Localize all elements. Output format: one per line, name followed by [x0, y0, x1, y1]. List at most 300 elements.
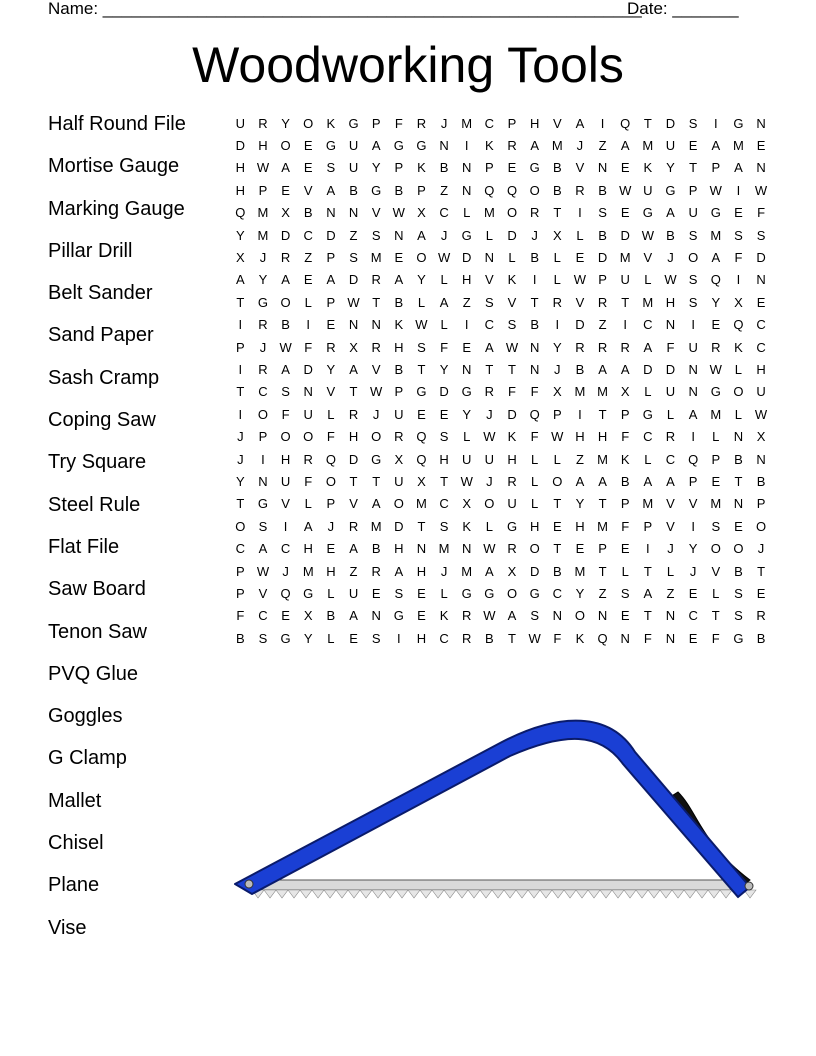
grid-letter: L [463, 429, 471, 445]
grid-letter: L [485, 518, 493, 534]
grid-letter: I [261, 451, 265, 467]
grid-letter: E [688, 138, 698, 154]
grid-letter: S [439, 429, 449, 445]
grid-letter: V [507, 294, 517, 310]
grid-letter: T [553, 205, 562, 221]
grid-row [229, 493, 772, 515]
grid-letter: P [688, 473, 698, 489]
grid-letter: D [575, 317, 585, 333]
grid-letter: B [552, 563, 562, 579]
grid-letter: R [258, 361, 268, 377]
grid-letter: O [280, 294, 291, 310]
grid-letter: K [507, 429, 517, 445]
grid-row [229, 627, 772, 649]
grid-letter: Y [552, 339, 562, 355]
grid-letter: M [574, 563, 586, 579]
grid-row [229, 582, 772, 604]
grid-letter: P [620, 406, 630, 422]
grid-letter: S [711, 518, 721, 534]
grid-letter: J [327, 518, 335, 534]
grid-letter: M [642, 496, 654, 512]
grid-letter: V [643, 250, 653, 266]
grid-letter: N [756, 451, 766, 467]
grid-letter: W [279, 339, 292, 355]
saw-tooth [264, 890, 276, 898]
grid-letter: Y [417, 272, 426, 288]
grid-letter: A [281, 160, 290, 176]
grid-letter: U [688, 339, 698, 355]
grid-letter: E [371, 585, 381, 601]
grid-letter: A [417, 227, 426, 243]
saw-tooth [480, 890, 492, 898]
grid-letter: A [394, 272, 404, 288]
grid-letter: W [528, 630, 541, 646]
word-list-item: Half Round File [48, 113, 186, 135]
saw-tooth [684, 890, 696, 898]
grid-letter: A [666, 205, 675, 221]
grid-letter: B [552, 182, 562, 198]
grid-letter: I [238, 361, 243, 377]
grid-letter: D [394, 518, 404, 534]
grid-letter: C [756, 317, 766, 333]
grid-letter: J [282, 563, 289, 579]
grid-letter: W [754, 182, 768, 198]
grid-letter: W [551, 429, 564, 445]
grid-letter: E [507, 160, 517, 176]
grid-letter: F [621, 518, 630, 534]
grid-letter: X [417, 473, 426, 489]
grid-letter: L [440, 317, 448, 333]
saw-tooth [552, 890, 564, 898]
grid-letter: U [348, 138, 359, 154]
word-list-item: Vise [48, 916, 87, 939]
grid-row [229, 381, 772, 403]
grid-letter: Y [666, 160, 675, 176]
grid-letter: F [643, 630, 652, 646]
grid-letter: R [371, 339, 381, 355]
grid-letter: N [552, 608, 562, 624]
grid-letter: Y [575, 585, 585, 601]
grid-letter: Q [710, 272, 721, 288]
grid-letter: S [620, 585, 630, 601]
grid-letter: O [733, 384, 744, 400]
grid-letter: B [281, 317, 290, 333]
grid-letter: Q [325, 451, 336, 467]
grid-letter: S [258, 630, 268, 646]
grid-letter: E [439, 406, 449, 422]
grid-letter: N [620, 630, 630, 646]
saw-tooth [444, 890, 456, 898]
grid-letter: V [552, 115, 562, 131]
saw-tooth [708, 890, 720, 898]
grid-letter: R [507, 541, 517, 557]
grid-letter: W [573, 272, 587, 288]
grid-letter: G [710, 205, 721, 221]
grid-letter: P [394, 160, 404, 176]
grid-letter: B [394, 182, 404, 198]
grid-letter: H [416, 630, 427, 646]
grid-letter: E [417, 585, 426, 601]
grid-letter: J [237, 451, 244, 467]
saw-tooth [540, 890, 552, 898]
grid-letter: I [736, 182, 741, 198]
grid-letter: Z [598, 585, 607, 601]
grid-letter: K [394, 317, 404, 333]
grid-letter: U [507, 496, 517, 512]
grid-letter: G [461, 585, 472, 601]
grid-letter: Y [711, 294, 721, 310]
grid-letter: L [531, 473, 539, 489]
grid-letter: O [280, 429, 291, 445]
grid-letter: M [597, 518, 608, 534]
grid-letter: J [237, 429, 244, 445]
grid-letter: O [325, 473, 336, 489]
grid-letter: A [734, 160, 743, 176]
grid-letter: I [600, 115, 605, 131]
grid-letter: E [734, 205, 743, 221]
grid-letter: N [688, 361, 698, 377]
grid-letter: N [439, 138, 449, 154]
grid-letter: X [235, 250, 245, 266]
grid-letter: X [417, 205, 426, 221]
grid-letter: D [439, 384, 449, 400]
grid-letter: N [326, 205, 336, 221]
grid-letter: U [462, 451, 472, 467]
grid-letter: N [756, 160, 766, 176]
grid-letter: V [666, 496, 675, 512]
grid-letter: L [417, 294, 426, 310]
grid-letter: D [665, 115, 676, 131]
grid-letter: D [348, 272, 359, 288]
grid-letter: L [531, 451, 539, 467]
grid-letter: O [574, 608, 585, 624]
grid-letter: O [484, 496, 495, 512]
grid-letter: A [394, 563, 404, 579]
grid-letter: T [643, 608, 652, 624]
grid-letter: H [303, 541, 313, 557]
grid-letter: L [508, 250, 516, 266]
saw-tooth [588, 890, 600, 898]
grid-letter: R [371, 563, 381, 579]
grid-letter: V [371, 205, 381, 221]
grid-letter: E [462, 339, 472, 355]
grid-letter: G [461, 384, 472, 400]
grid-letter: Q [529, 406, 540, 422]
grid-letter: A [349, 361, 358, 377]
grid-letter: P [598, 541, 607, 557]
grid-letter: A [620, 361, 630, 377]
word-list-item: G Clamp [48, 747, 127, 770]
grid-letter: T [757, 563, 766, 579]
grid-letter: L [712, 429, 720, 445]
grid-letter: A [235, 272, 245, 288]
grid-letter: P [620, 496, 630, 512]
grid-letter: H [665, 294, 676, 310]
grid-letter: L [621, 563, 629, 579]
grid-letter: H [326, 563, 336, 579]
grid-letter: O [529, 541, 540, 557]
grid-letter: W [754, 406, 768, 422]
saw-tooth [492, 890, 504, 898]
saw-tooth [384, 890, 396, 898]
word-list-item: Chisel [48, 832, 104, 855]
grid-letter: L [644, 272, 652, 288]
grid-letter: P [552, 406, 562, 422]
grid-letter: J [554, 361, 561, 377]
grid-letter: H [529, 115, 540, 131]
grid-letter: C [756, 339, 766, 355]
saw-frame [235, 721, 750, 897]
grid-letter: X [620, 384, 630, 400]
grid-letter: H [575, 518, 585, 534]
grid-letter: C [688, 608, 698, 624]
grid-letter: E [552, 518, 562, 534]
grid-letter: O [303, 429, 314, 445]
grid-letter: R [665, 429, 676, 445]
grid-letter: B [235, 630, 245, 646]
grid-letter: I [238, 406, 243, 422]
grid-letter: C [258, 608, 268, 624]
grid-letter: D [665, 361, 676, 377]
grid-letter: B [734, 563, 743, 579]
grid-letter: S [349, 250, 358, 266]
grid-letter: V [371, 361, 381, 377]
grid-letter: Y [371, 160, 381, 176]
grid-letter: O [710, 541, 721, 557]
grid-letter: J [259, 250, 267, 266]
saw-tooth [528, 890, 540, 898]
grid-letter: R [597, 339, 608, 355]
grid-letter: S [734, 608, 743, 624]
grid-letter: Z [666, 585, 675, 601]
grid-letter: S [530, 608, 539, 624]
grid-letter: W [619, 182, 632, 198]
grid-letter: B [530, 317, 539, 333]
grid-letter: N [462, 182, 472, 198]
grid-letter: T [689, 160, 698, 176]
grid-letter: A [281, 272, 290, 288]
grid-letter: O [506, 585, 518, 601]
grid-letter: Q [416, 451, 427, 467]
grid-letter: A [258, 541, 268, 557]
grid-letter: O [303, 115, 314, 131]
grid-letter: D [756, 250, 766, 266]
grid-letter: U [280, 473, 291, 489]
grid-letter: Q [733, 317, 744, 333]
grid-letter: J [486, 473, 493, 489]
grid-letter: A [507, 608, 517, 624]
grid-letter: Z [349, 227, 358, 243]
grid-letter: H [597, 429, 608, 445]
grid-letter: B [326, 608, 336, 624]
grid-letter: G [733, 630, 744, 646]
grid-letter: U [348, 585, 359, 601]
grid-letter: W [437, 250, 451, 266]
grid-letter: T [440, 473, 449, 489]
grid-letter: S [281, 384, 290, 400]
grid-letter: H [235, 182, 246, 198]
saw-tooth [660, 890, 672, 898]
grid-letter: W [370, 384, 383, 400]
grid-letter: A [643, 473, 653, 489]
grid-letter: S [688, 115, 698, 131]
grid-letter: E [303, 160, 313, 176]
grid-letter: G [371, 451, 382, 467]
grid-letter: B [394, 361, 404, 377]
grid-letter: G [529, 585, 540, 601]
grid-letter: I [238, 317, 243, 333]
grid-letter: A [281, 361, 290, 377]
grid-letter: X [281, 205, 290, 221]
word-list-item: Mallet [48, 789, 102, 812]
grid-letter: P [326, 294, 336, 310]
grid-letter: R [575, 182, 585, 198]
grid-letter: D [643, 361, 653, 377]
grid-letter: L [304, 294, 312, 310]
grid-letter: A [326, 182, 336, 198]
grid-letter: J [667, 250, 674, 266]
date-field: Date: _______ [627, 0, 739, 18]
grid-letter: E [620, 608, 630, 624]
grid-letter: V [303, 182, 313, 198]
grid-letter: R [348, 406, 359, 422]
saw-tooth [372, 890, 384, 898]
grid-letter: F [530, 384, 539, 400]
grid-letter: K [507, 272, 517, 288]
grid-letter: B [620, 473, 630, 489]
grid-letter: C [235, 541, 246, 557]
grid-letter: C [280, 541, 291, 557]
grid-letter: F [553, 630, 562, 646]
grid-letter: R [756, 608, 766, 624]
grid-letter: P [417, 182, 426, 198]
grid-letter: E [575, 541, 585, 557]
grid-row [229, 269, 772, 291]
grid-letter: N [733, 496, 744, 512]
word-list-item: Steel Rule [48, 493, 141, 516]
grid-letter: K [575, 630, 585, 646]
grid-letter: M [710, 496, 722, 512]
grid-letter: F [757, 205, 766, 221]
grid-letter: P [643, 518, 653, 534]
grid-letter: J [259, 339, 267, 355]
grid-letter: E [303, 272, 313, 288]
grid-letter: S [326, 160, 336, 176]
grid-letter: P [711, 451, 721, 467]
grid-letter: C [552, 585, 562, 601]
saw-tooth [648, 890, 660, 898]
grid-letter: B [394, 294, 404, 310]
grid-letter: V [666, 518, 675, 534]
grid-letter: R [258, 115, 268, 131]
grid-letter: S [485, 294, 494, 310]
grid-letter: G [529, 160, 540, 176]
grid-letter: N [597, 160, 608, 176]
grid-letter: O [257, 406, 269, 422]
grid-letter: A [711, 138, 721, 154]
grid-letter: E [734, 518, 743, 534]
grid-letter: Z [462, 294, 471, 310]
grid-letter: N [688, 384, 698, 400]
grid-letter: V [688, 496, 698, 512]
grid-letter: J [486, 406, 493, 422]
saw-tooth [468, 890, 480, 898]
grid-letter: A [575, 115, 585, 131]
grid-letter: L [734, 361, 743, 377]
grid-letter: T [236, 294, 245, 310]
grid-letter: W [483, 608, 496, 624]
grid-letter: A [598, 361, 607, 377]
word-list-item: Flat File [48, 535, 120, 558]
grid-letter: L [666, 563, 675, 579]
grid-letter: Y [326, 361, 336, 377]
grid-row [229, 112, 772, 134]
grid-letter: Q [620, 115, 631, 131]
grid-letter: F [304, 473, 313, 489]
grid-letter: B [552, 160, 562, 176]
grid-letter: F [734, 250, 743, 266]
saw-tooth [636, 890, 648, 898]
grid-letter: A [643, 585, 653, 601]
grid-letter: D [303, 361, 313, 377]
grid-letter: M [597, 384, 608, 400]
grid-letter: R [529, 205, 540, 221]
word-list-item: Plane [48, 874, 100, 897]
grid-letter: B [756, 473, 766, 489]
grid-letter: G [257, 294, 269, 310]
grid-letter: A [575, 473, 585, 489]
grid-letter: S [507, 317, 517, 333]
grid-letter: U [303, 406, 313, 422]
grid-letter: L [666, 406, 675, 422]
grid-letter: A [303, 518, 313, 534]
grid-letter: T [598, 406, 607, 422]
grid-letter: C [643, 317, 653, 333]
grid-letter: D [348, 451, 359, 467]
grid-letter: V [281, 496, 290, 512]
grid-letter: P [688, 182, 698, 198]
grid-letter: M [551, 138, 563, 154]
grid-letter: E [756, 138, 766, 154]
grid-letter: S [688, 272, 698, 288]
saw-tooth [504, 890, 516, 898]
grid-letter: P [326, 496, 336, 512]
grid-letter: W [505, 339, 519, 355]
saw-tooth [300, 890, 312, 898]
grid-letter: A [666, 473, 675, 489]
grid-letter: P [371, 115, 381, 131]
grid-letter: M [710, 406, 722, 422]
saw-tooth [564, 890, 576, 898]
grid-letter: N [348, 205, 359, 221]
grid-letter: T [372, 294, 381, 310]
grid-letter: O [733, 541, 744, 557]
word-list-item: Sand Paper [48, 324, 154, 347]
grid-row [229, 425, 772, 447]
grid-letter: J [667, 541, 674, 557]
grid-letter: E [417, 406, 426, 422]
grid-letter: S [734, 227, 743, 243]
saw-tooth [312, 890, 324, 898]
grid-letter: M [597, 451, 608, 467]
grid-letter: I [555, 317, 560, 333]
grid-letter: E [326, 541, 336, 557]
grid-letter: W [483, 429, 496, 445]
grid-letter: V [485, 272, 494, 288]
grid-letter: M [438, 541, 450, 557]
grid-letter: E [575, 250, 585, 266]
grid-letter: N [529, 361, 540, 377]
